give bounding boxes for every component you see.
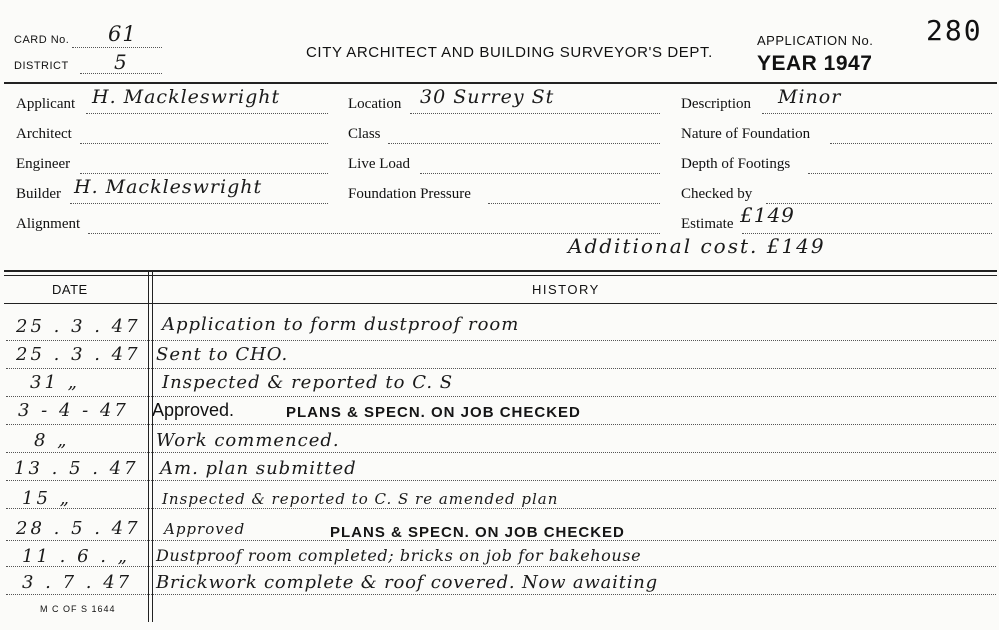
location-value: 30 Surrey St bbox=[420, 86, 555, 108]
history-date: 15 „ bbox=[22, 488, 72, 509]
department-title: CITY ARCHITECT AND BUILDING SURVEYOR'S DEPT. bbox=[306, 44, 713, 61]
history-entry: Inspected & reported to C. S re amended plan bbox=[162, 490, 559, 508]
history-entry: Brickwork complete & roof covered. Now awaiting bbox=[156, 572, 658, 593]
history-date: 3 - 4 - 47 bbox=[18, 400, 129, 421]
district-value: 5 bbox=[114, 50, 128, 74]
additional-cost-note: Additional cost. £149 bbox=[568, 234, 826, 258]
checked-by-label: Checked by bbox=[681, 186, 753, 202]
application-number: 280 bbox=[926, 14, 983, 47]
history-entry: Approved. bbox=[152, 400, 235, 420]
history-date: 8 „ bbox=[34, 430, 70, 451]
alignment-label: Alignment bbox=[16, 216, 81, 232]
description-label: Description bbox=[681, 96, 751, 112]
foundation-pressure-label: Foundation Pressure bbox=[348, 186, 471, 202]
history-date: 31 „ bbox=[30, 372, 80, 393]
approval-stamp: PLANS & SPECN. ON JOB CHECKED bbox=[330, 524, 625, 541]
card-number-value: 61 bbox=[108, 22, 137, 46]
builder-label: Builder bbox=[16, 186, 61, 202]
live-load-label: Live Load bbox=[348, 156, 411, 172]
history-entry: Application to form dustproof room bbox=[162, 314, 520, 335]
district-label: DISTRICT bbox=[14, 60, 69, 72]
table-header-rule bbox=[4, 303, 997, 304]
form-code: M C OF S 1644 bbox=[40, 604, 116, 614]
class-label: Class bbox=[348, 126, 381, 142]
history-date: 13 . 5 . 47 bbox=[14, 458, 139, 479]
history-date: 25 . 3 . 47 bbox=[16, 344, 141, 365]
applicant-label: Applicant bbox=[16, 96, 76, 112]
history-entry: Inspected & reported to C. S bbox=[162, 372, 454, 393]
nature-of-foundation-label: Nature of Foundation bbox=[681, 126, 811, 142]
application-label: APPLICATION No. bbox=[757, 33, 874, 48]
applicant-value: H. Mackleswright bbox=[92, 86, 281, 108]
builder-value: H. Mackleswright bbox=[74, 176, 263, 198]
engineer-label: Engineer bbox=[16, 156, 71, 172]
header-rule bbox=[4, 82, 997, 84]
history-entry: Approved bbox=[164, 520, 246, 538]
location-label: Location bbox=[348, 96, 402, 112]
architect-label: Architect bbox=[16, 126, 72, 142]
card-number-label: CARD No. bbox=[14, 34, 70, 46]
year-label: YEAR 1947 bbox=[757, 52, 873, 75]
history-date: 25 . 3 . 47 bbox=[16, 316, 141, 337]
date-column-header: DATE bbox=[52, 282, 88, 297]
table-column-divider bbox=[148, 272, 149, 622]
estimate-label: Estimate bbox=[681, 216, 734, 232]
approval-stamp: PLANS & SPECN. ON JOB CHECKED bbox=[286, 404, 581, 421]
depth-of-footings-label: Depth of Footings bbox=[681, 156, 791, 172]
history-entry: Work commenced. bbox=[156, 430, 340, 451]
history-entry: Sent to CHO. bbox=[156, 344, 289, 365]
history-entry: Am. plan submitted bbox=[160, 458, 357, 479]
description-value: Minor bbox=[778, 86, 842, 108]
history-entry: Dustproof room completed; bricks on job for bakehouse bbox=[156, 546, 642, 565]
history-date: 11 . 6 . „ bbox=[22, 546, 131, 567]
history-date: 3 . 7 . 47 bbox=[22, 572, 133, 593]
history-column-header: HISTORY bbox=[532, 282, 600, 297]
history-date: 28 . 5 . 47 bbox=[16, 518, 141, 539]
estimate-value: £149 bbox=[740, 203, 795, 227]
